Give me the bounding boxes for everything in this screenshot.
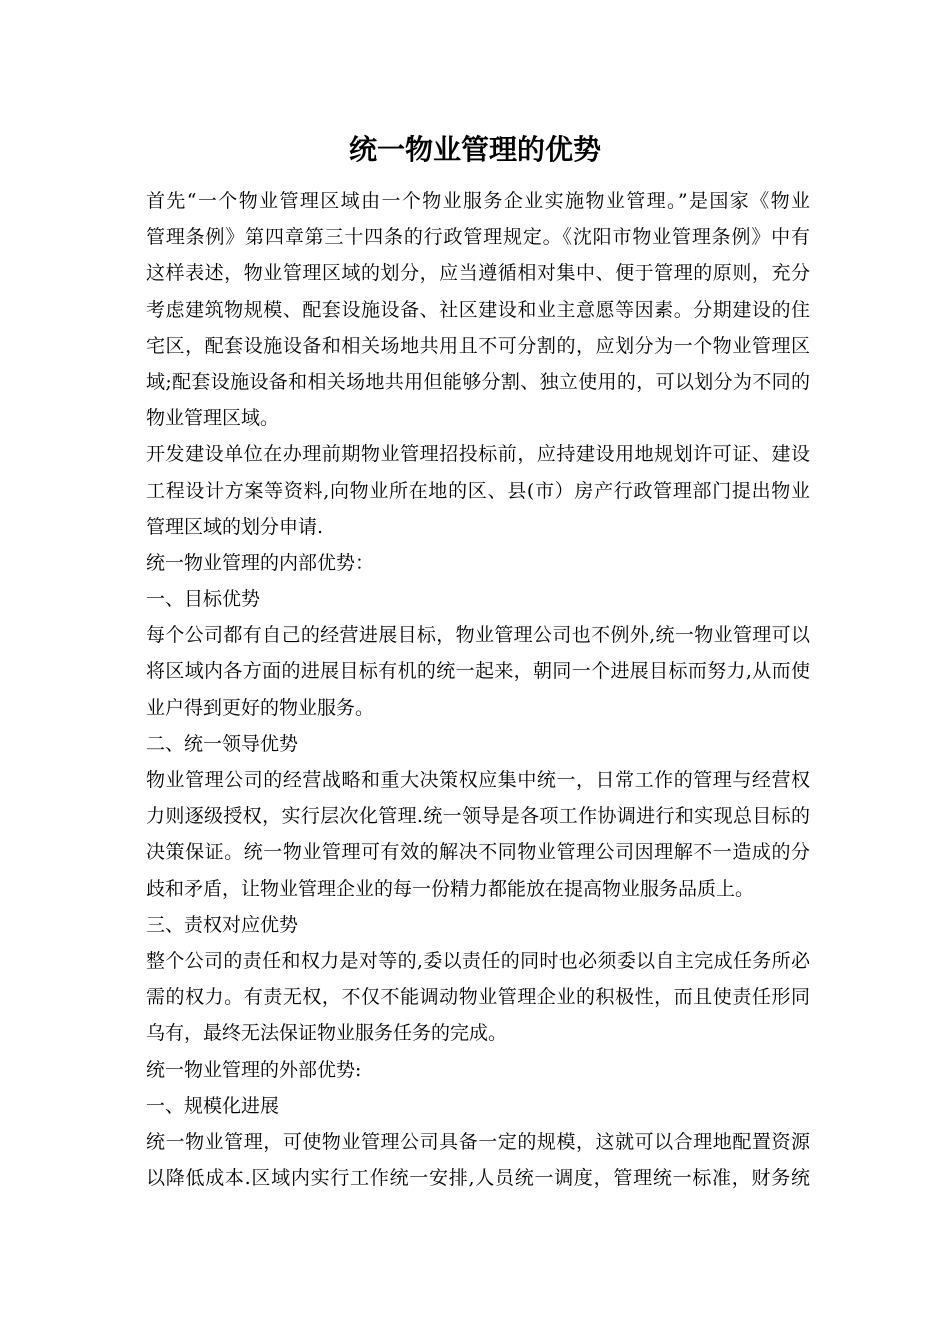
document-body — [146, 183, 810, 1196]
subsection-heading: 二、统一领导优势 — [146, 732, 299, 755]
text-line: 以降低成本.区域内实行工作统一安排,人员统一调度，管理统一标准，财务统 — [146, 1167, 810, 1190]
text-line: 业户得到更好的物业服务。 — [146, 696, 375, 719]
text-line: 需的权力。有责无权，不仅不能调动物业管理企业的积极性，而且使责任形同 — [146, 986, 810, 1009]
text-line: 首先“一个物业管理区域由一个物业服务企业实施物业管理。”是国家《物业 — [146, 190, 810, 212]
subsection-heading: 三、责权对应优势 — [146, 913, 299, 936]
text-line: 开发建设单位在办理前期物业管理招投标前，应持建设用地规划许可证、建设 — [146, 443, 810, 466]
text-line: 统一物业管理，可使物业管理公司具备一定的规模，这就可以合理地配置资源 — [146, 1130, 810, 1153]
document-title: 统一物业管理的优势 — [348, 133, 601, 166]
text-line: 宅区，配套设施设备和相关场地共用且不可分割的，应划分为一个物业管理区 — [146, 334, 810, 357]
text-line: 域;配套设施设备和相关场地共用但能够分割、独立使用的，可以划分为不同的 — [146, 370, 810, 393]
subsection-heading: 一、目标优势 — [146, 588, 261, 611]
text-line: 管理区域的划分申请. — [146, 515, 324, 538]
text-line: 管理条例》第四章第三十四条的行政管理规定。《沈阳市物业管理条例》中有 — [146, 226, 810, 249]
text-line: 考虑建筑物规模、配套设施设备、社区建设和业主意愿等因素。分期建设的住 — [146, 298, 810, 321]
subsection-heading: 一、规模化进展 — [146, 1094, 280, 1117]
text-line: 整个公司的责任和权力是对等的,委以责任的同时也必须委以自主完成任务所必 — [146, 949, 810, 972]
text-line: 决策保证。统一物业管理可有效的解决不同物业管理公司因理解不一造成的分 — [146, 841, 810, 864]
text-line: 将区域内各方面的进展目标有机的统一起来，朝同一个进展目标而努力,从而使 — [146, 660, 810, 683]
text-line: 乌有，最终无法保证物业服务任务的完成。 — [146, 1022, 508, 1045]
text-line: 歧和矛盾，让物业管理企业的每一份精力都能放在提高物业服务品质上。 — [146, 877, 755, 900]
text-line: 物业管理区域。 — [146, 407, 280, 430]
section-heading: 统一物业管理的内部优势： — [146, 551, 375, 574]
text-line: 物业管理公司的经营战略和重大决策权应集中统一，日常工作的管理与经营权 — [146, 769, 810, 791]
section-heading: 统一物业管理的外部优势: — [146, 1058, 362, 1081]
text-line: 每个公司都有自己的经营进展目标，物业管理公司也不例外,统一物业管理可以 — [146, 624, 810, 647]
text-line: 工程设计方案等资料,向物业所在地的区、县(市）房产行政管理部门提出物业 — [146, 479, 810, 502]
text-line: 这样表述，物业管理区域的划分，应当遵循相对集中、便于管理的原则，充分 — [146, 262, 810, 285]
text-line: 力则逐级授权，实行层次化管理.统一领导是各项工作协调进行和实现总目标的 — [146, 805, 810, 828]
